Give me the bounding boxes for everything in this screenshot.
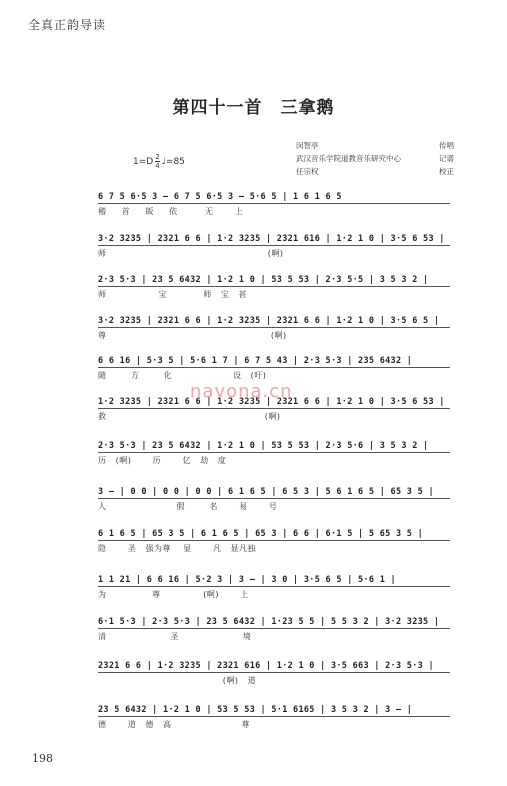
notation-line: 3·2 3235 | 2321 6 6 | 1·2 3235 | 2321 616 | 1·2 1 0 | 3·5 6 53 | (98, 234, 450, 246)
notation-line: 2·3 5·3 | 23 5 6432 | 1·2 1 0 | 53 5 53 | 2·3 5·6 | 3 5 3 2 | (98, 441, 450, 453)
notation-line: 2·3 5·3 | 23 5 6432 | 1·2 1 0 | 53 5 53 | 2·3 5·5 | 3 5 3 2 | (98, 275, 450, 287)
credit-row (296, 139, 454, 152)
notation-line: 1·2 3235 | 2321 6 6 | 1·2 3235 | 2321 6 6 | 1·2 1 0 | 3·5 6 53 | (98, 397, 450, 409)
lyrics-line: 救 (啊) (98, 412, 281, 421)
score-system-2 (98, 234, 450, 259)
time-signature (155, 153, 159, 170)
score-system-11 (98, 617, 450, 642)
score-system-12 (98, 661, 450, 686)
credit-role: 校正 (439, 167, 454, 176)
notation-line: 1 1 21 | 6 6 16 | 5·2 3 | 3 — | 3 0 | 3·5 6 5 | 5·6 1 | (98, 575, 450, 587)
credit-name: 闵智亭 (296, 141, 319, 150)
lyrics-line: 为 尊 (啊) 上 (98, 590, 249, 599)
lyrics-line: 尊 (啊) (98, 331, 287, 340)
score-system-10 (98, 575, 450, 600)
lyrics-line: 隐 圣 强为尊 显 凡 显凡独 (98, 544, 257, 553)
notation-line: 6 6 16 | 5·3 5 | 5·6 1 7 | 6 7 5 43 | 2·3 5·3 | 235 6432 | (98, 356, 450, 368)
tempo-marking: ♩=85 (161, 156, 185, 167)
song-title: 第四十一首 三拿鹅 (172, 98, 335, 118)
score-system-8 (98, 487, 450, 512)
lyrics-line: 随 方 化 设 (吁) (98, 371, 267, 380)
credit-name: 武汉音乐学院道教音乐研究中心 (296, 154, 401, 163)
credit-role: 记谱 (439, 154, 454, 163)
time-top: 2 (155, 153, 160, 161)
score-system-9 (98, 529, 450, 554)
time-bottom: 4 (155, 162, 160, 170)
credit-name: 任宗权 (296, 167, 319, 176)
watermark: navona.cn (190, 381, 293, 402)
credit-row (296, 165, 454, 178)
score-system-4 (98, 316, 450, 341)
score-system-5 (98, 356, 450, 381)
notation-line: 3 — | 0 0 | 0 0 | 0 0 | 6 1 6 5 | 6 5 3 | 5 6 1 6 5 | 65 3 5 | (98, 487, 450, 499)
score-system-1 (98, 192, 450, 217)
key-label: 1=D (133, 156, 154, 167)
lyrics-line: 师 宝 师 宝 甚 (98, 290, 248, 299)
notation-line: 2321 6 6 | 1·2 3235 | 2321 616 | 1·2 1 0 | 3·5 663 | 2·3 5·3 | (98, 661, 450, 673)
lyrics-line: 德 道 德 高 尊 (98, 720, 251, 729)
notation-line: 6 7 5 6·5 3 — 6 7 5 6·5 3 — 5·6 5 | 1 6 1 6 5 (98, 192, 450, 204)
credits (296, 139, 454, 178)
score-system-7 (98, 441, 450, 466)
page-number: 198 (32, 752, 53, 765)
notation-line: 3·2 3235 | 2321 6 6 | 1·2 3235 | 2321 6 6 | 1·2 1 0 | 3·5 6 5 | (98, 316, 450, 328)
page-header: 全真正韵导读 (28, 18, 107, 32)
credit-role: 传唱 (439, 141, 454, 150)
notation-line: 6·1 5·3 | 2·3 5·3 | 23 5 6432 | 1·23 5 5 | 5 5 3 2 | 3·2 3235 | (98, 617, 450, 629)
lyrics-line: 人 假 名 易 号 (98, 502, 278, 511)
key-signature (133, 153, 185, 170)
notation-line: 23 5 6432 | 1·2 1 0 | 53 5 53 | 5·1 6165 | 3 5 3 2 | 3 — | (98, 705, 450, 717)
lyrics-line: 稽 首 皈 依 无 上 (98, 207, 244, 216)
lyrics-line: 历 (啊) 历 亿 劫 度 (98, 456, 227, 465)
notation-line: 6 1 6 5 | 65 3 5 | 6 1 6 5 | 65 3 | 6 6 | 6·1 5 | 5 65 3 5 | (98, 529, 450, 541)
score-system-13 (98, 705, 450, 730)
lyrics-line: 清 圣 境 (98, 632, 252, 641)
score-system-3 (98, 275, 450, 300)
credit-row (296, 152, 454, 165)
lyrics-line: (啊) 道 (98, 676, 257, 685)
lyrics-line: 师 (啊) (98, 249, 284, 258)
